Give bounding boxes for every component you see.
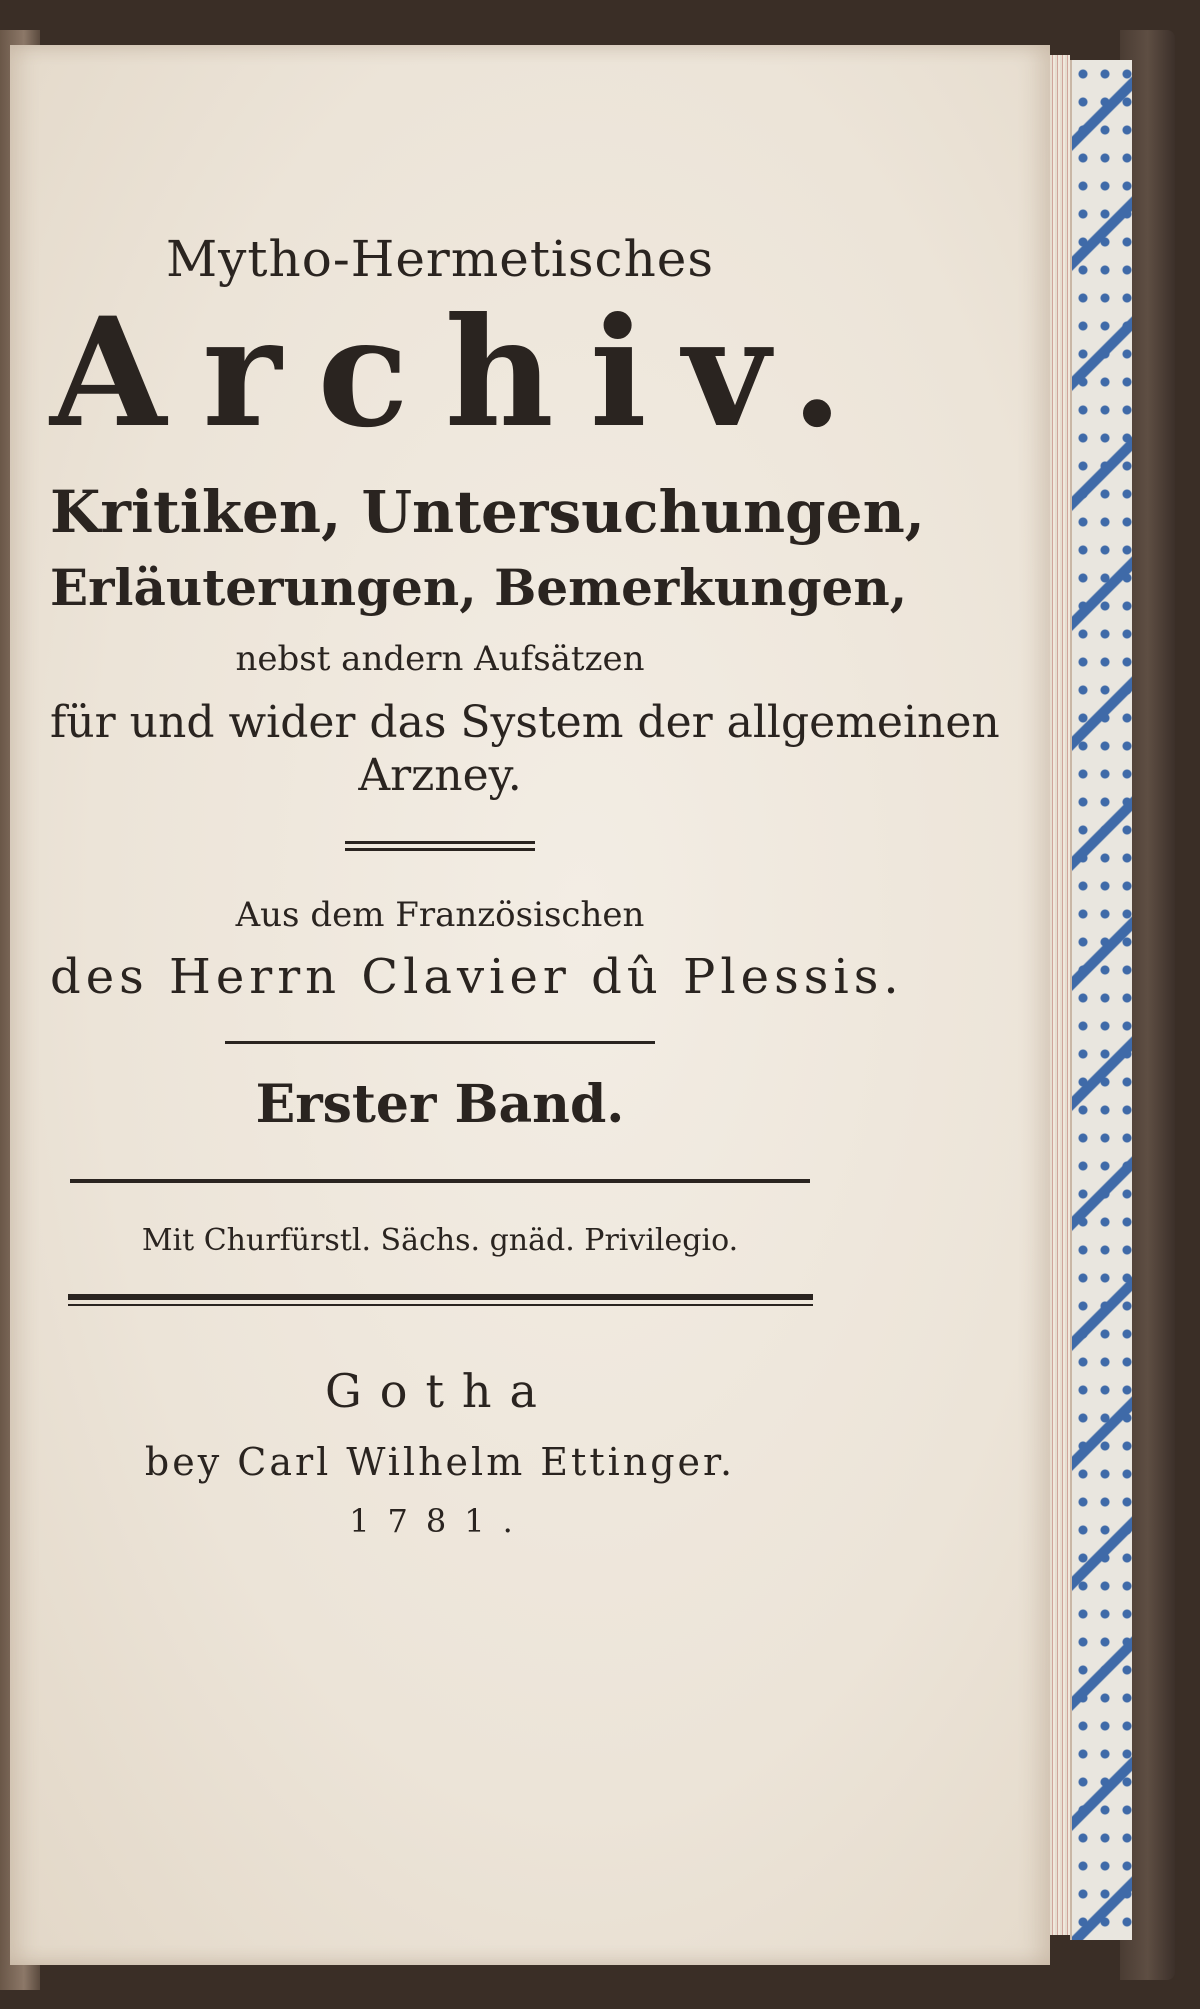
patterned-endpaper <box>1070 60 1132 1940</box>
imprint-year: 1781. <box>349 1502 531 1540</box>
description-line-1: Kritiken, Untersuchungen, <box>50 478 925 546</box>
description-line-3: nebst andern Aufsätzen <box>235 639 645 679</box>
author-line: des Herrn Clavier dû Plessis. <box>50 949 904 1005</box>
heavy-rule <box>68 1294 813 1306</box>
imprint-city: Gotha <box>325 1364 555 1418</box>
privilege-line: Mit Churfürstl. Sächs. gnäd. Privilegio. <box>141 1223 739 1258</box>
double-rule <box>345 841 535 851</box>
description-line-5: Arzney. <box>358 750 522 801</box>
volume-label: Erster Band. <box>255 1074 625 1135</box>
wide-rule <box>70 1179 810 1183</box>
title-page-text <box>50 145 1000 1540</box>
title-page <box>10 45 1050 1965</box>
main-title: Archiv. <box>50 285 880 461</box>
divider-rule <box>225 1041 655 1044</box>
subtitle-line: Mytho-Hermetisches <box>165 230 715 288</box>
imprint-publisher: bey Carl Wilhelm Ettinger. <box>144 1440 736 1484</box>
translation-note: Aus dem Französischen <box>235 895 645 935</box>
description-line-4: für und wider das System der allgemeinen <box>50 697 1000 748</box>
description-line-2: Erläuterungen, Bemerkungen, <box>50 558 908 617</box>
